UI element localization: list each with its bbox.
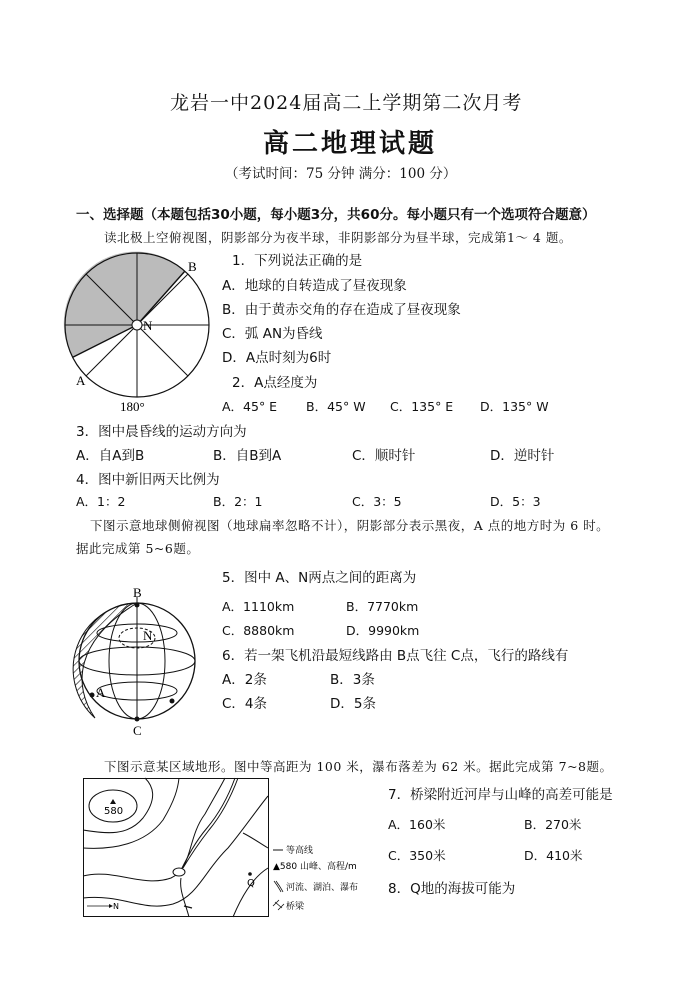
q7-option-d: D．410米	[524, 848, 583, 863]
q1-option-b: B．由于黄赤交角的存在造成了昼夜现象	[222, 302, 461, 318]
legend-peak: ▲580 山峰、高程/m	[273, 862, 357, 872]
q6-option-b: B．3条	[330, 672, 375, 688]
q1-option-d: D．A点时刻为6时	[222, 350, 332, 366]
fig1-label-b: B	[188, 259, 197, 274]
q4-option-b: B．2：1	[213, 494, 263, 509]
exam-title: 高二地理试题	[263, 129, 438, 159]
q1-option-c: C．弧 AN为昏线	[222, 326, 323, 342]
intro-q7-8: 下图示意某区域地形。图中等高距为 100 米，瀑布落差为 62 米。据此完成第 7~8题。	[104, 759, 613, 774]
q4-stem: 4．图中新旧两天比例为	[76, 472, 220, 488]
q3-stem: 3．图中晨昏线的运动方向为	[76, 424, 247, 440]
q5-option-b: B．7770km	[346, 599, 419, 614]
q3-option-a: A．自A到B	[76, 448, 145, 464]
legend-bridge: 桥梁	[286, 902, 305, 912]
q8-stem: 8．Q地的海拔可能为	[388, 881, 516, 897]
figure-polar-view	[62, 255, 212, 415]
school-title: 龙岩一中2024届高二上学期第二次月考	[170, 92, 523, 114]
q2-stem: 2．A点经度为	[232, 375, 318, 391]
section-heading: 一、选择题（本题包括30小题，每小题3分，共60分。每小题只有一个选项符合题意）	[76, 207, 596, 223]
q3-option-b: B．自B到A	[213, 448, 282, 464]
intro-q5-6-line2: 据此完成第 5~6题。	[76, 541, 200, 556]
fig1-label-n: N	[143, 318, 153, 333]
q7-option-b: B．270米	[524, 817, 582, 832]
q4-option-a: A．1：2	[76, 494, 126, 509]
figure-globe-view	[62, 585, 212, 740]
q7-option-c: C．350米	[388, 848, 446, 863]
intro-q5-6-line1: 下图示意地球侧俯视图（地球扁率忽略不计），阴影部分表示黑夜，A 点的地方时为 6 时。	[90, 518, 610, 533]
q5-option-d: D．9990km	[346, 623, 420, 638]
exam-info: （考试时间：75 分钟 满分：100 分）	[225, 166, 457, 182]
legend-water: 河流、湖泊、瀑布	[286, 883, 359, 893]
fig1-label-a: A	[76, 373, 86, 388]
q5-option-a: A．1110km	[222, 599, 295, 614]
fig3-north-label: N	[113, 902, 119, 911]
fig2-label-n: N	[143, 628, 153, 643]
q2-option-c: C．135° E	[390, 399, 454, 414]
q3-option-c: C．顺时针	[352, 448, 416, 464]
fig2-label-b: B	[133, 585, 142, 600]
q6-option-d: D．5条	[330, 696, 376, 712]
q2-option-a: A．45° E	[222, 399, 278, 414]
fig1-label-180: 180°	[120, 399, 145, 414]
q5-option-c: C．8880km	[222, 623, 295, 638]
q6-option-c: C．4条	[222, 696, 268, 712]
fig2-label-c: C	[133, 723, 142, 738]
intro-q1-4: 读北极上空俯视图，阴影部分为夜半球，非阴影部分为昼半球，完成第1～ 4 题。	[104, 230, 572, 245]
q5-stem: 5．图中 A、N两点之间的距离为	[222, 570, 417, 586]
fig3-peak-value: 580	[104, 806, 124, 817]
legend-contour: 等高线	[286, 846, 314, 856]
figure-terrain-map	[83, 778, 383, 918]
q2-option-d: D．135° W	[480, 399, 549, 414]
q7-stem: 7．桥梁附近河岸与山峰的高差可能是	[388, 787, 613, 803]
q1-stem: 1．下列说法正确的是	[232, 253, 363, 269]
q4-option-c: C．3：5	[352, 494, 402, 509]
q6-option-a: A．2条	[222, 672, 267, 688]
q6-stem: 6．若一架飞机沿最短线路由 B点飞往 C点，飞行的路线有	[222, 648, 569, 664]
q4-option-d: D．5：3	[490, 494, 541, 509]
q1-option-a: A．地球的自转造成了昼夜现象	[222, 278, 407, 294]
q7-option-a: A．160米	[388, 817, 446, 832]
q2-option-b: B．45° W	[306, 399, 366, 414]
fig3-label-q: Q	[247, 878, 255, 889]
fig2-label-a: A	[96, 685, 106, 700]
q3-option-d: D．逆时针	[490, 448, 555, 464]
